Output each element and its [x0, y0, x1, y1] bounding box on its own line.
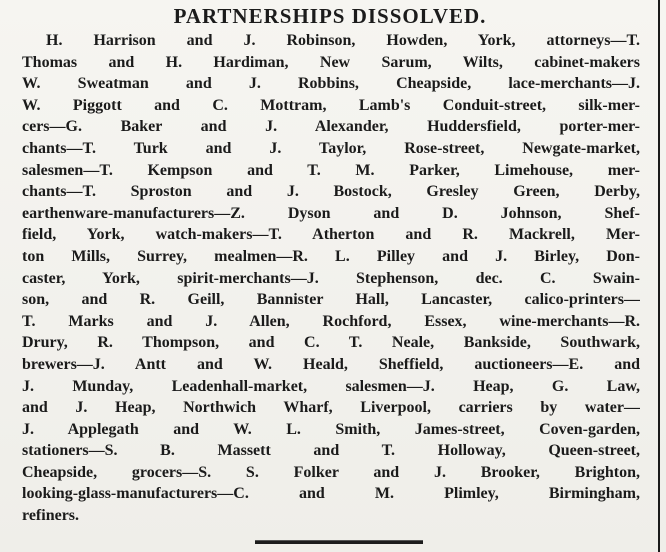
article-line: J. Applegath and W. L. Smith, James-street, Coven-garden, — [22, 420, 640, 438]
article-line: looking-glass-manufacturers—C. and M. Plimley, Birmingham, — [22, 485, 640, 503]
article-line: W. Sweatman and J. Robbins, Cheapside, lace-merchants—J. — [22, 75, 640, 93]
article-line: salesmen—T. Kempson and T. M. Parker, Limehouse, mer- — [22, 161, 640, 179]
article-line: and J. Heap, Northwich Wharf, Liverpool, carriers by water— — [22, 399, 640, 417]
article-line: caster, York, spirit-merchants—J. Stephenson, dec. C. Swain- — [22, 269, 640, 287]
article-line: son, and R. Geill, Bannister Hall, Lancaster, calico-printers— — [22, 291, 640, 309]
article-line: refiners. — [22, 507, 80, 525]
article-line: ton Mills, Surrey, mealmen—R. L. Pilley and J. Birley, Don- — [22, 247, 640, 265]
article-line: earthenware-manufacturers—Z. Dyson and D. Johnson, Shef- — [22, 204, 640, 222]
column-rule — [658, 0, 660, 552]
article-line: chants—T. Sproston and J. Bostock, Gresley Green, Derby, — [22, 183, 640, 201]
article-line: H. Harrison and J. Robinson, Howden, York, attorneys—T. — [46, 32, 640, 49]
article-line: Cheapside, grocers—S. S. Folker and J. Brooker, Brighton, — [22, 463, 640, 481]
article-line: cers—G. Baker and J. Alexander, Huddersfield, porter-mer- — [22, 118, 640, 136]
article-line: T. Marks and J. Allen, Rochford, Essex, wine-merchants—R. — [22, 312, 640, 330]
article-line: stationers—S. B. Massett and T. Holloway, Queen-street, — [22, 442, 640, 460]
article-line: chants—T. Turk and J. Taylor, Rose-street, Newgate-market, — [22, 139, 640, 157]
article-line: field, York, watch-makers—T. Atherton and R. Mackrell, Mer- — [22, 226, 640, 244]
article-line: J. Munday, Leadenhall-market, salesmen—J. Heap, G. Law, — [22, 377, 640, 395]
section-heading: PARTNERSHIPS DISSOLVED. — [173, 4, 487, 28]
article-line: Thomas and H. Hardiman, New Sarum, Wilts, cabinet-makers — [22, 53, 640, 71]
section-divider — [255, 540, 423, 544]
article-line: W. Piggott and C. Mottram, Lamb's Conduit-street, silk-mer- — [22, 96, 640, 114]
article-body — [22, 30, 640, 527]
article-line: brewers—J. Antt and W. Heald, Sheffield, auctioneers—E. and — [22, 355, 640, 373]
article-line: Drury, R. Thompson, and C. T. Neale, Bankside, Southwark, — [22, 334, 640, 352]
